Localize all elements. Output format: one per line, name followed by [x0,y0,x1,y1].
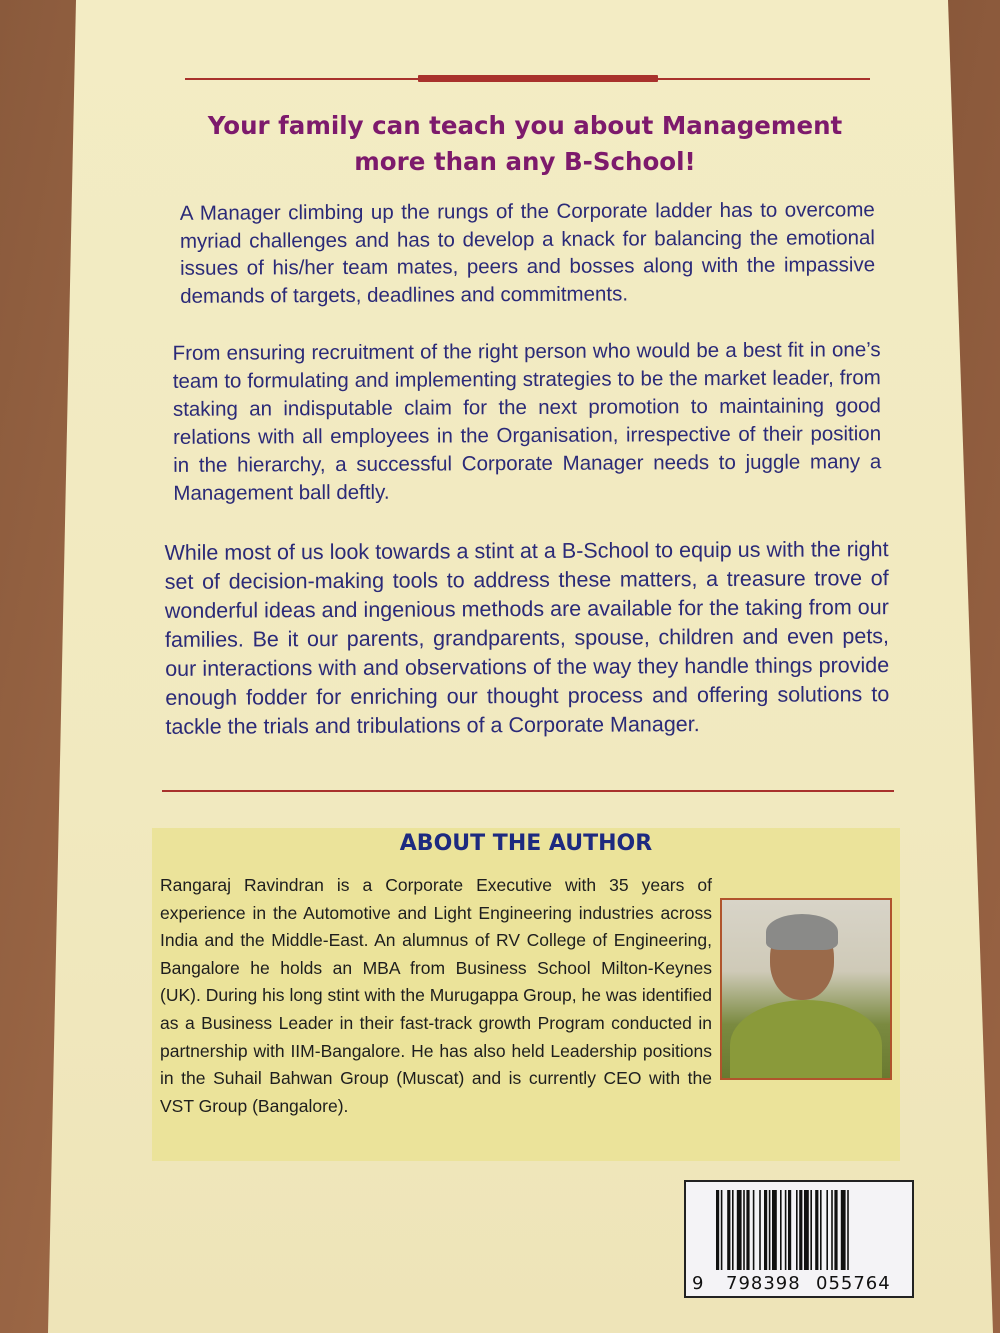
blurb-paragraph-3: While most of us look towards a stint at a B-School to equip us with the right set of decision-making tools to address these matters, a treasure trove of wonderful ideas and ingenious methods are available for the taking from our families. Be it our parents, grandparents, spouse, children and even pets, our interactions with and observations of the way they handle things provide enough fodder for enriching our thought process and offering solutions to tackle the trials and tribulations of a Corporate Manager. [164,537,890,739]
barcode-bar [746,1190,749,1270]
barcode-bar [780,1190,782,1270]
barcode-bar [810,1190,812,1270]
isbn-first-digit: 9 [692,1273,704,1294]
top-divider [185,78,870,80]
author-photo-hair [766,914,838,950]
blurb-paragraph-2: From ensuring recruitment of the right person who would be a best fit in one’s team to formulating and implementing strategies to be the market leader, from staking an indisputable claim for the next promotion to maintaining good relations with all employees in the Organisation, irrespective of their position in the hierarchy, a successful Corporate Manager needs to juggle many a Management ball deftly. [172,338,882,505]
barcode-bar [831,1190,833,1270]
headline-line-2: more than any B-School! [354,147,696,176]
barcode-bar [772,1190,777,1270]
headline [170,108,880,180]
barcode-bar [743,1190,745,1270]
blurb-paragraph-1: A Manager climbing up the rungs of the Corporate ladder has to overcome myriad challenges and has to develop a knack for balancing the emotional issues of his/her team mates, peers and bosses along with the impassive demands of targets, deadlines and commitments. [179,198,876,308]
barcode-bar [764,1190,767,1270]
barcode-bar [769,1190,771,1270]
barcode-bar [716,1190,719,1270]
headline-line-1: Your family can teach you about Management [207,111,843,140]
middle-divider [162,790,894,792]
isbn-group-2: 055764 [816,1273,891,1294]
barcode-bar [815,1190,818,1270]
about-author-title: ABOUT THE AUTHOR [399,831,653,856]
barcode-bar [727,1190,730,1270]
barcode-bar [796,1190,798,1270]
barcode-bar [799,1190,802,1270]
barcode-bar [785,1190,787,1270]
author-photo-shirt [730,1000,882,1080]
barcode-bar [820,1190,822,1270]
author-photo [720,898,892,1080]
isbn-barcode [684,1180,914,1298]
barcode-bar [732,1190,734,1270]
barcode-bar [841,1190,846,1270]
isbn-group-1: 798398 [726,1273,801,1294]
barcode-bar [834,1190,837,1270]
barcode-bar [737,1190,742,1270]
barcode-bars [716,1190,896,1270]
barcode-bar [753,1190,755,1270]
barcode-bar [847,1190,849,1270]
barcode-bar [804,1190,809,1270]
about-author-box [152,828,900,1161]
barcode-bar [721,1190,723,1270]
barcode-bar [759,1190,761,1270]
barcode-bar [826,1190,828,1270]
about-author-text: Rangaraj Ravindran is a Corporate Executive with 35 years of experience in the Automotive and Light Engineering industries across India and the Middle-East. An alumnus of RV College of Engineering, Bangalore he holds an MBA from Business School Milton-Keynes (UK). During his long stint with the Murugappa Group, he was identified as a Business Leader in their fast-track growth Program conducted in partnership with IIM-Bangalore. He has also held Leadership positions in the Suhail Bahwan Group (Muscat) and is currently CEO with the VST Group (Bangalore). [160,875,712,1116]
barcode-bar [788,1190,791,1270]
